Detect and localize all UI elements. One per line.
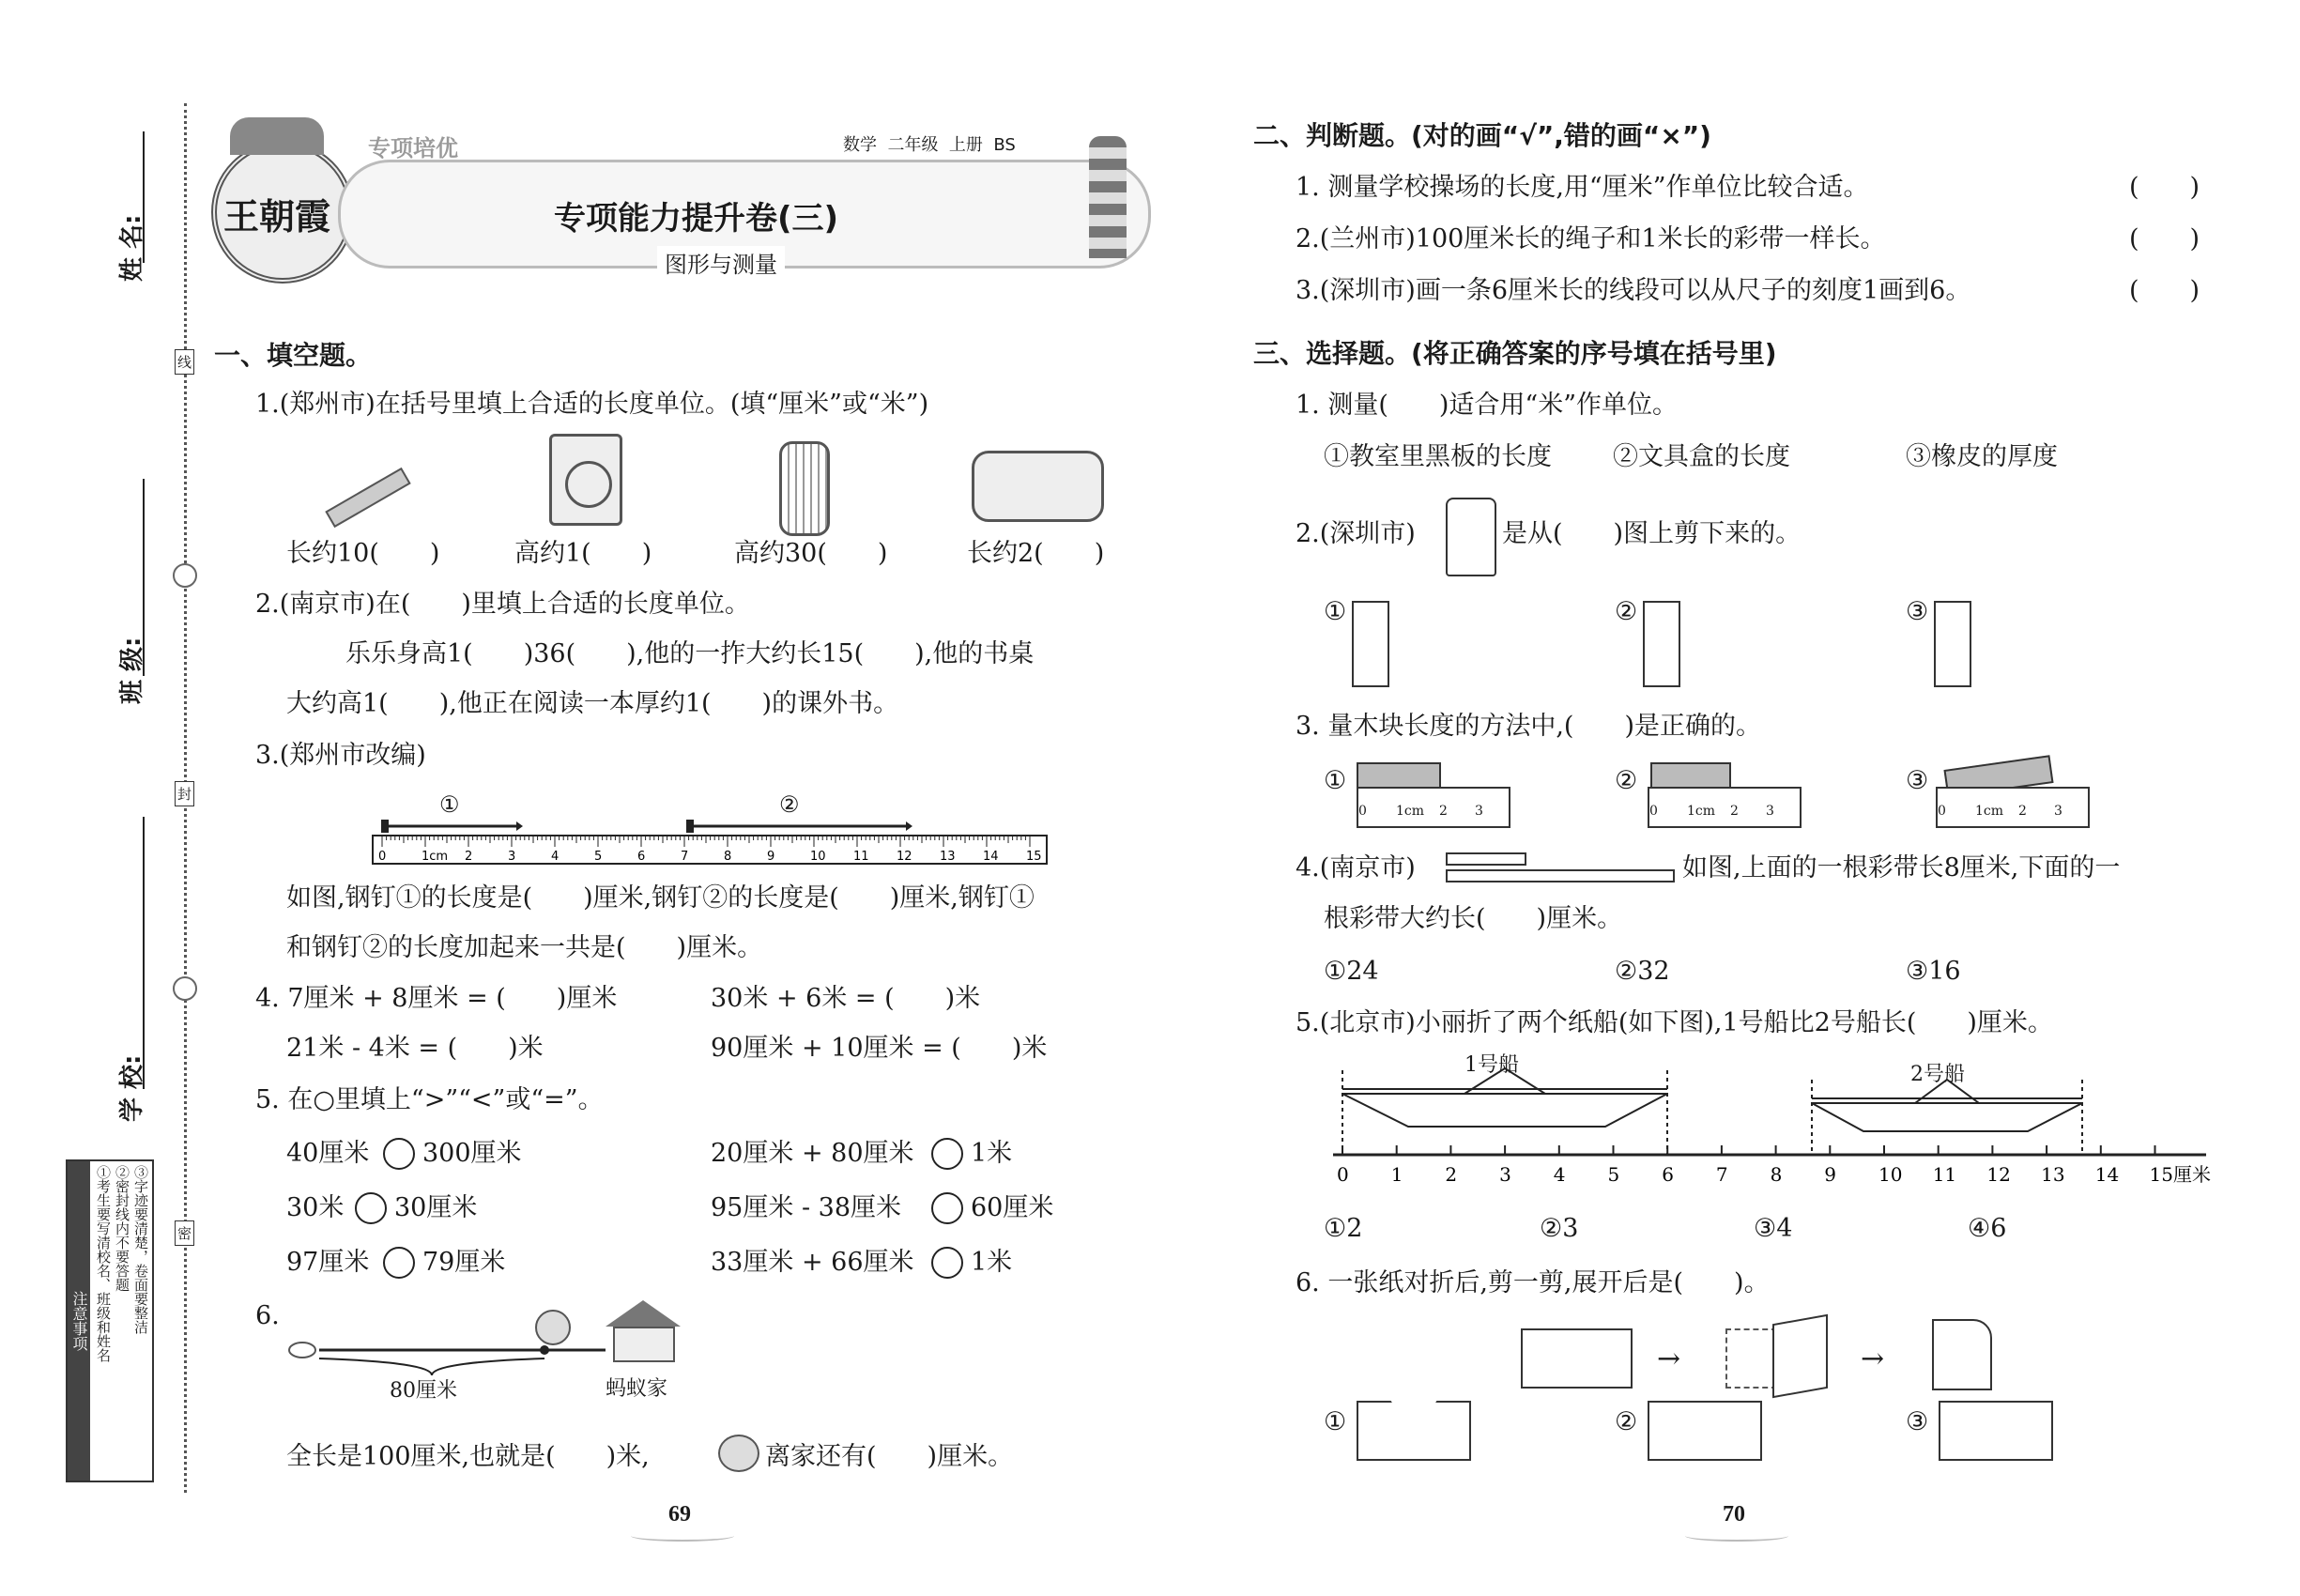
mini-tick: 2 [1439, 804, 1448, 819]
pencil-icon [325, 468, 410, 528]
house-icon [606, 1300, 681, 1358]
q1-item-4: 长约2( ) [967, 539, 1105, 568]
mini-ruler [1936, 787, 2090, 828]
choice-4-b: 如图,上面的一根彩带长8厘米,下面的一 [1682, 853, 2121, 882]
compare-circle[interactable] [383, 1138, 415, 1170]
series-label: 专项培优 [368, 135, 458, 161]
nail-1-label: ① [439, 791, 460, 818]
notice-title: 注意事项 [68, 1161, 90, 1481]
choice-4-opt-1: ①24 [1324, 957, 1379, 986]
boat-ruler-tick-label: 6 [1662, 1163, 1674, 1186]
boat-ruler-tick-label: 13 [2041, 1163, 2065, 1186]
choice-2-opt-3: ③ [1906, 597, 1929, 626]
q5-left-a: 97厘米 [286, 1248, 370, 1277]
choice-3-opt-2: ② [1615, 766, 1638, 795]
q5-left-a: 30米 [286, 1193, 345, 1222]
mini-tick: 0 [1649, 804, 1658, 819]
section-2-title: 二、判断题。(对的画“√”,错的画“×”) [1253, 120, 1711, 151]
compare-circle[interactable] [931, 1138, 963, 1170]
ruler-tick-label: 13 [940, 850, 956, 864]
q2-line-2: 乐乐身高1( )36( ),他的一拃大约长15( ),他的书桌 [345, 639, 1035, 668]
section-1-title: 一、填空题。 [214, 340, 373, 371]
school-label: 学 校: [118, 1054, 146, 1122]
q6-home-label: 蚂蚁家 [606, 1377, 668, 1401]
arrow-right-icon: → [1861, 1343, 1885, 1375]
choice-2-opt-1: ① [1324, 597, 1347, 626]
brand-crown-icon [230, 117, 324, 155]
seal-mark-2: 封 [175, 781, 194, 806]
judge-2-answer[interactable]: ( ) [2129, 224, 2200, 253]
ribbon-long [1446, 869, 1675, 882]
choice-5-opt-4: ④6 [1968, 1214, 2007, 1243]
mini-tick: 1cm [1687, 804, 1716, 819]
page-number-right: 70 [1723, 1502, 1745, 1527]
ruler-tick-label: 4 [551, 850, 560, 864]
compare-circle[interactable] [383, 1247, 415, 1279]
vest-half-shape [1643, 601, 1680, 687]
q5-right-a: 95厘米 - 38厘米 [711, 1193, 902, 1222]
judge-3-answer[interactable]: ( ) [2129, 276, 2200, 305]
boat-ruler-tick-label: 10 [1878, 1163, 1903, 1186]
lighthouse-icon [1089, 136, 1127, 258]
choice-5-opt-2: ②3 [1540, 1214, 1579, 1243]
boat-1-label: 1号船 [1464, 1053, 1519, 1077]
seal-mark-3: 密 [175, 1220, 194, 1246]
boat-2-label: 2号船 [1910, 1063, 1965, 1086]
nail-2-label: ② [779, 791, 800, 818]
q6-length-label: 80厘米 [390, 1379, 457, 1403]
q1-item-2: 高约1( ) [514, 539, 652, 568]
q5-right-a: 20厘米 + 80厘米 [711, 1139, 914, 1168]
choice-6-opt-2: ② [1615, 1407, 1638, 1436]
choice-4-c: 根彩带大约长( )厘米。 [1324, 904, 1623, 933]
choice-4-opt-3: ③16 [1906, 957, 1961, 986]
seal-ornament-1 [173, 563, 197, 588]
q1-text: 1.(郑州市)在括号里填上合适的长度单位。(填“厘米”或“米”) [255, 390, 929, 419]
section-3-title: 三、选择题。(将正确答案的序号填在括号里) [1253, 338, 1777, 369]
ruler-tick-label: 11 [853, 850, 869, 864]
boat-ruler-tick-label: 3 [1499, 1163, 1511, 1186]
ruler-tick-label: 7 [681, 850, 689, 864]
mini-tick: 1cm [1975, 804, 2004, 819]
notice-box [66, 1159, 154, 1482]
ruler-tick-label: 8 [724, 850, 732, 864]
page-number-left: 69 [668, 1502, 691, 1527]
paper-rect [1521, 1328, 1633, 1389]
boat-ruler-tick-label: 9 [1824, 1163, 1837, 1186]
q2-line-3: 大约高1( ),他正在阅读一本厚约1( )的课外书。 [286, 689, 899, 718]
ruler-tick-label: 10 [810, 850, 826, 864]
nail-ruler [371, 789, 1047, 892]
boat-ruler-tick-label: 5 [1607, 1163, 1620, 1186]
name-line [143, 131, 145, 263]
judge-1: 1. 测量学校操场的长度,用“厘米”作单位比较合适。 [1296, 173, 1869, 202]
choice-3: 3. 量木块长度的方法中,( )是正确的。 [1296, 712, 1761, 741]
q5-text: 5. 在○里填上“>”“<”或“=”。 [255, 1085, 604, 1114]
choice-6: 6. 一张纸对折后,剪一剪,展开后是( )。 [1296, 1268, 1770, 1297]
ribbon-short [1446, 852, 1526, 866]
notice-3: ③字迹要清楚，卷面要整洁 [132, 1165, 149, 1334]
choice-1-opt-1: ①教室里黑板的长度 [1324, 442, 1552, 471]
seal-ornament-2 [173, 976, 197, 1001]
q5-left-b: 30厘米 [394, 1193, 478, 1222]
q5-left-a: 40厘米 [286, 1139, 370, 1168]
meta-label: 数学 二年级 上册 BS [843, 135, 1016, 155]
mini-tick: 0 [1938, 804, 1946, 819]
name-label: 姓 名: [118, 214, 146, 282]
unfolded-shape [1939, 1401, 2053, 1461]
judge-3: 3.(深圳市)画一条6厘米长的线段可以从尺子的刻度1画到6。 [1296, 276, 1971, 305]
q5-right-b: 1米 [971, 1248, 1013, 1277]
choice-5-opt-3: ③4 [1754, 1214, 1793, 1243]
boat-diagram [1324, 1051, 2216, 1192]
page-ornament-right [1685, 1530, 1788, 1542]
choice-1: 1. 测量( )适合用“米”作单位。 [1296, 391, 1679, 420]
choice-2-a: 2.(深圳市) [1296, 519, 1416, 548]
ruler-tick-label: 9 [767, 850, 775, 864]
q5-left-b: 79厘米 [422, 1248, 506, 1277]
vest-half-shape [1352, 601, 1389, 687]
page-ornament-left [631, 1530, 734, 1542]
mini-tick: 1cm [1396, 804, 1425, 819]
compare-circle[interactable] [931, 1192, 963, 1224]
mini-ruler [1357, 787, 1510, 828]
q4-item-3: 21米 - 4米 = ( )米 [286, 1034, 544, 1063]
ant-icon [535, 1310, 571, 1345]
q2-line-1: 2.(南京市)在( )里填上合适的长度单位。 [255, 590, 750, 619]
ruler-tick-label: 2 [465, 850, 473, 864]
mini-tick: 3 [1475, 804, 1483, 819]
ruler-tick-label: 1cm [422, 850, 449, 864]
q3-line-2: 和钢钉②的长度加起来一共是( )厘米。 [286, 933, 763, 962]
paper-subtitle: 图形与测量 [657, 246, 785, 279]
choice-4-a: 4.(南京市) [1296, 853, 1416, 882]
unfolded-shape [1648, 1401, 1762, 1461]
boat-ruler-tick-label: 15厘米 [2149, 1163, 2211, 1186]
boat-ruler-tick-label: 14 [2094, 1163, 2120, 1186]
q5-right-b: 60厘米 [971, 1193, 1054, 1222]
q4-item-1: 4. 7厘米 + 8厘米 = ( )厘米 [255, 984, 618, 1013]
ruler-tick-label: 6 [637, 850, 646, 864]
thermos-icon [779, 441, 830, 536]
q5-right-b: 1米 [971, 1139, 1013, 1168]
mini-tick: 2 [1730, 804, 1739, 819]
boat-ruler-tick-label: 0 [1337, 1163, 1349, 1186]
paper-cut-shape [1932, 1319, 1992, 1390]
paper-folded-flap [1772, 1314, 1828, 1398]
choice-5: 5.(北京市)小丽折了两个纸船(如下图),1号船比2号船长( )厘米。 [1296, 1008, 2053, 1037]
choice-1-opt-2: ②文具盒的长度 [1613, 442, 1790, 471]
q1-item-1: 长约10( ) [286, 539, 440, 568]
q6-text-2: 离家还有( )厘米。 [765, 1442, 1014, 1471]
choice-2-opt-2: ② [1615, 597, 1638, 626]
choice-6-opt-1: ① [1324, 1407, 1347, 1436]
choice-1-opt-3: ③橡皮的厚度 [1906, 442, 2058, 471]
boat-ruler-tick-label: 7 [1715, 1163, 1728, 1186]
q3-label: 3.(郑州市改编) [255, 741, 426, 770]
q4-item-2: 30米 + 6米 = ( )米 [711, 984, 981, 1013]
brand-name: 王朝霞 [223, 195, 331, 238]
washing-machine-icon [549, 434, 622, 526]
ruler-tick-label: 15 [1026, 850, 1042, 864]
boat-ruler-tick-label: 2 [1445, 1163, 1458, 1186]
choice-2-b: 是从( )图上剪下来的。 [1502, 519, 1802, 548]
judge-1-answer[interactable]: ( ) [2129, 173, 2200, 202]
ruler-tick-label: 5 [594, 850, 603, 864]
choice-6-opt-3: ③ [1906, 1407, 1929, 1436]
q5-left-b: 300厘米 [422, 1139, 522, 1168]
choice-5-opt-1: ①2 [1324, 1214, 1363, 1243]
q4-item-4: 90厘米 + 10厘米 = ( )米 [711, 1034, 1048, 1063]
ruler-tick-label: 3 [508, 850, 516, 864]
choice-4-opt-2: ②32 [1615, 957, 1670, 986]
vest-icon [1446, 498, 1496, 576]
school-line [143, 817, 145, 1089]
vest-half-shape [1934, 601, 1971, 687]
boat-ruler-tick-label: 1 [1390, 1163, 1403, 1186]
q6-label: 6. [255, 1301, 280, 1330]
unfolded-shape [1357, 1401, 1471, 1461]
notice-2: ②密封线内不要答题 [114, 1165, 130, 1292]
choice-3-opt-3: ③ [1906, 766, 1929, 795]
boat-ruler-tick-label: 12 [1986, 1163, 2011, 1186]
class-label: 班 级: [118, 637, 146, 704]
notice-1: ①考生要写清校名、班级和姓名 [95, 1165, 112, 1362]
boat-ruler-tick-label: 11 [1932, 1163, 1957, 1186]
compare-circle[interactable] [931, 1247, 963, 1279]
mini-tick: 2 [2018, 804, 2027, 819]
boat-ruler-tick-label: 8 [1770, 1163, 1783, 1186]
choice-3-opt-1: ① [1324, 766, 1347, 795]
compare-circle[interactable] [355, 1192, 387, 1224]
q6-text-1: 全长是100厘米,也就是( )米, [286, 1442, 650, 1471]
arrow-right-icon: → [1657, 1343, 1681, 1375]
judge-2: 2.(兰州市)100厘米长的绳子和1米长的彩带一样长。 [1296, 224, 1886, 253]
class-line [143, 479, 145, 676]
ruler-tick-label: 0 [378, 850, 387, 864]
seal-mark-1: 线 [175, 349, 194, 375]
q5-right-a: 33厘米 + 66厘米 [711, 1248, 914, 1277]
sofa-icon [972, 451, 1104, 522]
ruler-tick-label: 12 [897, 850, 912, 864]
ruler-tick-label: 14 [983, 850, 999, 864]
ant-icon [718, 1435, 759, 1472]
q3-line-1: 如图,钢钉①的长度是( )厘米,钢钉②的长度是( )厘米,钢钉① [286, 883, 1035, 913]
paper-title: 专项能力提升卷(三) [554, 200, 839, 238]
boat-ruler-tick-label: 4 [1553, 1163, 1566, 1186]
mini-tick: 3 [2054, 804, 2062, 819]
q1-item-3: 高约30( ) [734, 539, 888, 568]
mini-tick: 0 [1358, 804, 1367, 819]
mini-tick: 3 [1766, 804, 1774, 819]
mini-ruler [1648, 787, 1802, 828]
